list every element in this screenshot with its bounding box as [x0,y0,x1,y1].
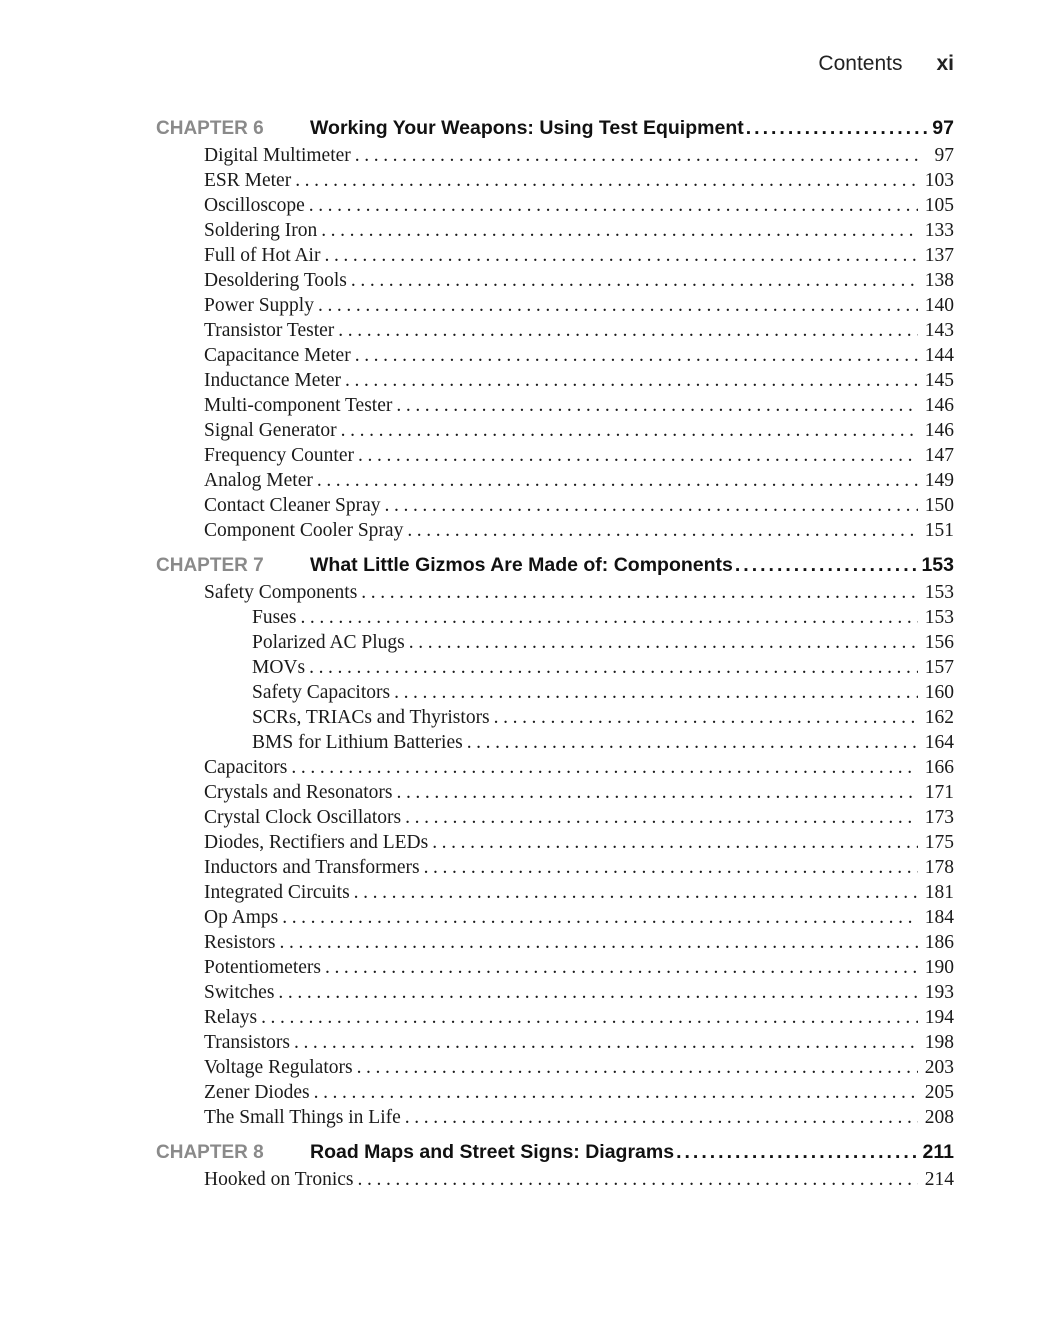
dot-leader [309,193,918,218]
entry-page-number: 146 [924,395,954,416]
dot-leader [354,880,918,905]
entry-page-number: 194 [924,1007,954,1028]
dot-leader [318,293,918,318]
toc-section-entry[interactable] [156,1055,954,1080]
entry-page-number: 186 [924,932,954,953]
chapter-label: CHAPTER 6 [156,118,264,139]
entry-title: Resistors [204,932,276,953]
dot-leader [314,1080,918,1105]
toc-section-entry[interactable] [156,1005,954,1030]
entry-page-number: 157 [924,657,954,678]
entry-title: Zener Diodes [204,1082,310,1103]
toc-subsection-entry[interactable] [156,705,954,730]
dot-leader [407,518,918,543]
entry-title: The Small Things in Life [204,1107,401,1128]
dot-leader [424,855,918,880]
dot-leader [358,443,918,468]
toc-section-entry[interactable] [156,518,954,543]
dot-leader [432,830,918,855]
entry-page-number: 133 [924,220,954,241]
dot-leader [278,980,918,1005]
chapter-label: CHAPTER 7 [156,555,264,576]
toc-section-entry[interactable] [156,830,954,855]
toc-section-entry[interactable] [156,1105,954,1130]
dot-leader [358,1167,918,1192]
toc-section-entry[interactable] [156,930,954,955]
toc-section-entry[interactable] [156,193,954,218]
entry-title: Inductors and Transformers [204,857,420,878]
entry-title: Multi-component Tester [204,395,393,416]
dot-leader [294,1030,918,1055]
entry-title: Switches [204,982,275,1003]
dot-leader [345,368,918,393]
entry-page-number: 178 [924,857,954,878]
entry-page-number: 145 [924,370,954,391]
entry-title: Capacitors [204,757,288,778]
entry-title: Component Cooler Spray [204,520,404,541]
entry-page-number: 190 [924,957,954,978]
chapter-heading[interactable] [156,113,954,143]
entry-page-number: 153 [924,582,954,603]
dot-leader [467,730,918,755]
dot-leader [317,468,918,493]
entry-page-number: 138 [924,270,954,291]
toc-section-entry[interactable] [156,980,954,1005]
dot-leader [494,705,918,730]
dot-leader [394,680,918,705]
toc-subsection-entry[interactable] [156,655,954,680]
entry-title: Voltage Regulators [204,1057,353,1078]
entry-title: Op Amps [204,907,279,928]
entry-page-number: 205 [924,1082,954,1103]
toc-section-entry[interactable] [156,1167,954,1192]
toc-section-entry[interactable] [156,755,954,780]
chapter-title: What Little Gizmos Are Made of: Components [310,554,733,576]
chapter-page-number: 153 [921,554,954,576]
toc-section-entry[interactable] [156,293,954,318]
entry-page-number: 140 [924,295,954,316]
entry-title: Potentiometers [204,957,321,978]
running-header [818,52,954,76]
chapter-label: CHAPTER 8 [156,1142,264,1163]
dot-leader [385,493,918,518]
dot-leader [341,418,918,443]
entry-page-number: 150 [924,495,954,516]
entry-page-number: 162 [924,707,954,728]
section-list [156,1167,954,1192]
toc-section-entry[interactable] [156,393,954,418]
entry-page-number: 171 [924,782,954,803]
entry-title: Fuses [252,607,297,628]
entry-title: Transistor Tester [204,320,335,341]
entry-title: Digital Multimeter [204,145,351,166]
toc-section-entry[interactable] [156,218,954,243]
entry-title: Capacitance Meter [204,345,351,366]
chapter-heading[interactable] [156,1137,954,1167]
toc-subsection-entry[interactable] [156,630,954,655]
dot-leader [405,1105,918,1130]
entry-title: Oscilloscope [204,195,305,216]
toc-section-entry[interactable] [156,368,954,393]
entry-title: SCRs, TRIACs and Thyristors [252,707,490,728]
dot-leader [396,780,918,805]
entry-title: Transistors [204,1032,290,1053]
dot-leader [324,243,918,268]
toc-section-entry[interactable] [156,780,954,805]
entry-title: BMS for Lithium Batteries [252,732,463,753]
toc-section-entry[interactable] [156,580,954,605]
dot-leader [396,393,918,418]
entry-title: Hooked on Tronics [204,1169,354,1190]
entry-title: Integrated Circuits [204,882,350,903]
entry-page-number: 156 [924,632,954,653]
header-page-number: xi [936,52,954,75]
entry-page-number: 153 [924,607,954,628]
dot-leader [351,268,918,293]
dot-leader [300,605,918,630]
entry-page-number: 208 [924,1107,954,1128]
entry-title: Power Supply [204,295,314,316]
entry-title: Diodes, Rectifiers and LEDs [204,832,429,853]
toc-section-entry[interactable] [156,468,954,493]
toc-section-entry[interactable] [156,418,954,443]
chapter-heading[interactable] [156,550,954,580]
toc-section-entry[interactable] [156,855,954,880]
dot-leader [282,905,918,930]
entry-title: Desoldering Tools [204,270,347,291]
toc-subsection-entry[interactable] [156,680,954,705]
toc-section-entry[interactable] [156,880,954,905]
entry-page-number: 103 [924,170,954,191]
entry-page-number: 181 [924,882,954,903]
entry-title: Safety Capacitors [252,682,391,703]
entry-title: Crystal Clock Oscillators [204,807,402,828]
toc-section-entry[interactable] [156,268,954,293]
toc-section-entry[interactable] [156,443,954,468]
entry-page-number: 203 [924,1057,954,1078]
section-list [156,580,954,1130]
dot-leader [261,1005,918,1030]
entry-title: Crystals and Resonators [204,782,393,803]
entry-page-number: 193 [924,982,954,1003]
entry-page-number: 214 [924,1169,954,1190]
entry-page-number: 175 [924,832,954,853]
entry-title: Safety Components [204,582,358,603]
entry-page-number: 149 [924,470,954,491]
toc-subsection-entry[interactable] [156,605,954,630]
entry-page-number: 105 [924,195,954,216]
dot-leader [280,930,918,955]
entry-page-number: 143 [924,320,954,341]
entry-page-number: 146 [924,420,954,441]
entry-page-number: 164 [924,732,954,753]
dot-leader [325,955,918,980]
dot-leader [355,143,918,168]
chapter-page-number: 97 [932,117,954,139]
dot-leader [405,805,918,830]
toc-subsection-entry[interactable] [156,730,954,755]
entry-page-number: 147 [924,445,954,466]
toc-section-entry[interactable] [156,955,954,980]
chapter-title: Road Maps and Street Signs: Diagrams [310,1141,675,1163]
toc-section-entry[interactable] [156,343,954,368]
entry-page-number: 166 [924,757,954,778]
entry-page-number: 160 [924,682,954,703]
entry-title: Contact Cleaner Spray [204,495,381,516]
chapter-title: Working Your Weapons: Using Test Equipment [310,117,744,139]
dot-leader [746,113,931,143]
toc-section-entry[interactable] [156,805,954,830]
dot-leader [676,1137,920,1167]
dot-leader [361,580,918,605]
entry-title: MOVs [252,657,306,678]
dot-leader [295,168,918,193]
toc-section-entry[interactable] [156,493,954,518]
toc-section-entry[interactable] [156,1080,954,1105]
dot-leader [338,318,918,343]
chapter-page-number: 211 [922,1141,954,1163]
toc-section-entry[interactable] [156,318,954,343]
table-of-contents [156,113,954,1199]
dot-leader [355,343,918,368]
dot-leader [309,655,918,680]
entry-page-number: 184 [924,907,954,928]
entry-page-number: 97 [934,145,954,166]
toc-section-entry[interactable] [156,243,954,268]
dot-leader [291,755,918,780]
dot-leader [409,630,918,655]
entry-title: Polarized AC Plugs [252,632,405,653]
dot-leader [357,1055,918,1080]
toc-section-entry[interactable] [156,905,954,930]
toc-section-entry[interactable] [156,168,954,193]
entry-page-number: 198 [924,1032,954,1053]
toc-section-entry[interactable] [156,143,954,168]
entry-title: Full of Hot Air [204,245,321,266]
section-list [156,143,954,543]
entry-title: Soldering Iron [204,220,318,241]
toc-section-entry[interactable] [156,1030,954,1055]
entry-page-number: 137 [924,245,954,266]
dot-leader [321,218,918,243]
entry-page-number: 144 [924,345,954,366]
entry-title: Frequency Counter [204,445,355,466]
entry-title: Signal Generator [204,420,337,441]
entry-page-number: 151 [924,520,954,541]
header-title: Contents [818,52,903,75]
entry-title: ESR Meter [204,170,292,191]
entry-title: Analog Meter [204,470,313,491]
entry-title: Relays [204,1007,258,1028]
entry-title: Inductance Meter [204,370,341,391]
entry-page-number: 173 [924,807,954,828]
dot-leader [735,550,920,580]
